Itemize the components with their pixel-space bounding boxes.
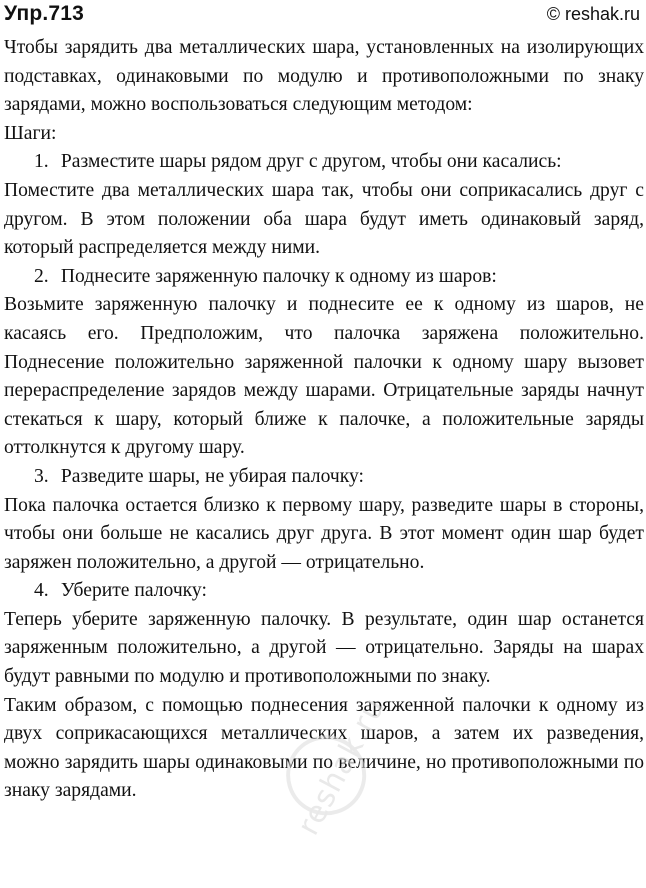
- step-1-heading: [4, 148, 644, 177]
- step-2-body: Возьмите заряженную палочку и поднесите ее к одному из шаров, не касаясь его. Предположим, что палочка заряжена положительно. Поднесение положительно заряженной палочки к одному шару вызовет перераспределение зарядов между шарами. Отрицательные заряды начнут стекаться к шару, который ближе к палочке, а положительные заряды оттолкнутся к другому шару.: [4, 294, 644, 459]
- step-4-body: Теперь уберите заряженную палочку. В результате, один шар останется заряженным положительно, а другой — отрицательно. Заряды на шарах будут равными по модулю и противоположными по знаку.: [4, 608, 644, 688]
- step-1-body: Поместите два металлических шара так, чтобы они соприкасались друг с другом. В этом положении оба шара будут иметь одинаковый заряд, который распределяется между ними.: [4, 179, 644, 259]
- step-3-number: 3.: [34, 465, 49, 487]
- step-3-heading: [4, 463, 644, 492]
- step-4-number: 4.: [34, 580, 49, 602]
- conclusion-paragraph: Таким образом, с помощью поднесения заряженной палочки к одному из двух соприкасающихся металлических шаров, а затем их разведения, можно зарядить шары одинаковыми по величине, но противоположными по знаку зарядами.: [4, 694, 644, 802]
- site-credit: © reshak.ru: [546, 4, 640, 24]
- exercise-title: Упр.713: [4, 2, 85, 25]
- step-2-heading: [4, 263, 644, 292]
- intro-paragraph: Чтобы зарядить два металлических шара, установленных на изолирующих подставках, одинаковыми по модулю и противоположными по знаку зарядами, можно воспользоваться следующим методом:: [4, 37, 644, 116]
- step-2-heading-text: Поднесите заряженную палочку к одному из шаров:: [60, 265, 497, 287]
- step-3-heading-text: Разведите шары, не убирая палочку:: [60, 465, 364, 487]
- step-2-number: 2.: [34, 265, 49, 287]
- document-body: [4, 34, 644, 806]
- step-4-heading: [4, 577, 644, 606]
- step-4-heading-text: Уберите палочку:: [60, 580, 207, 602]
- page-header: [4, 0, 644, 32]
- steps-label: Шаги:: [4, 122, 57, 144]
- step-1-number: 1.: [34, 151, 49, 173]
- watermark-text: reshak.ru: [290, 691, 393, 841]
- step-3-body: Пока палочка остается близко к первому шару, разведите шары в стороны, чтобы они больше не касались друг друга. В этот момент один шар будет заряжен положительно, а другой — отрицательно.: [4, 494, 644, 573]
- step-1-heading-text: Разместите шары рядом друг с другом, чтобы они касались:: [60, 151, 562, 173]
